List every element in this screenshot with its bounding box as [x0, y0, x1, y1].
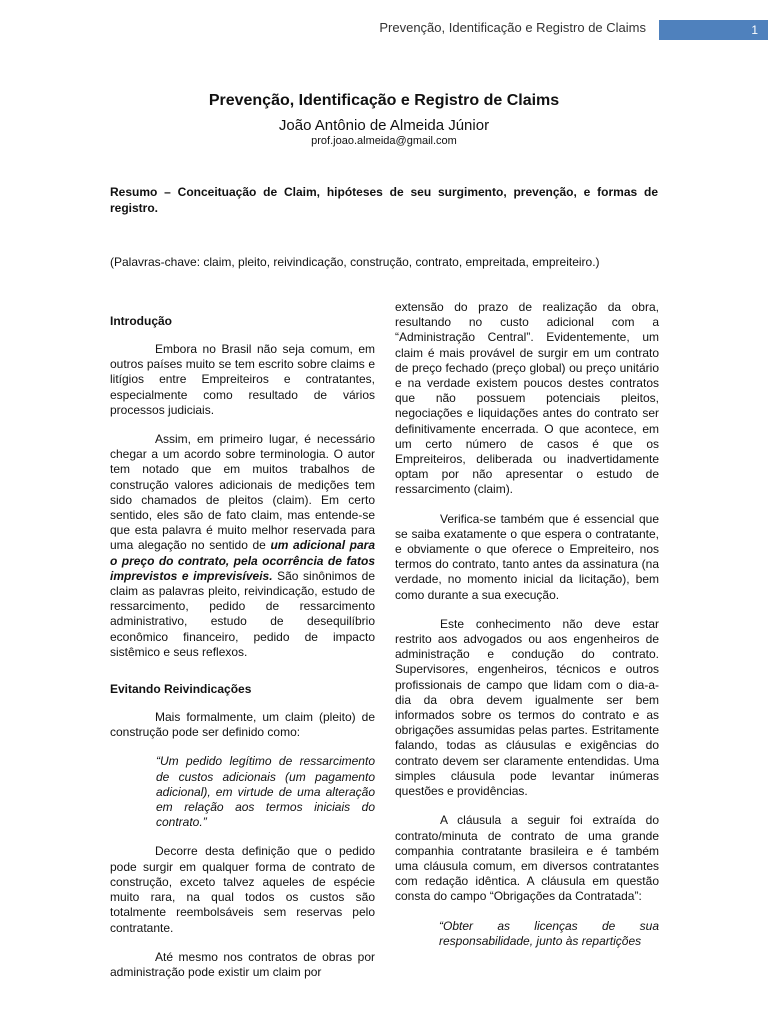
- paragraph: Embora no Brasil não seja comum, em outros países muito se tem escrito sobre claims e litígios entre Empreiteiros e contratantes, especialmente como resultado de vários processos judiciais.: [110, 342, 375, 417]
- paragraph-text: Assim, em primeiro lugar, é necessário chegar a um acordo sobre terminologia. O autor tem notado que em muitos trabalhos de construção valores adicionais de medições tem sido chamados de pleitos (claim). Em certo sentido, eles são de fato claim, mas entende-se que esta palavra é muito melhor reservada para uma alegação no sentido de: [110, 432, 375, 553]
- emphasis-text: um adicional para o preço do contrato, pela ocorrência de fatos imprevistos e imprevisíveis.: [110, 538, 375, 583]
- document-title: Prevenção, Identificação e Registro de Claims: [208, 92, 560, 109]
- author-email: prof.joao.almeida@gmail.com: [311, 135, 457, 147]
- clause-quote: “Obter as licenças de sua responsabilidade, junto às repartições: [439, 918, 659, 948]
- left-column: [110, 300, 375, 994]
- section-heading-introduction: Introdução: [110, 314, 172, 328]
- page-number-badge: 1: [659, 20, 768, 40]
- paragraph: Este conhecimento não deve estar restrito aos advogados ou aos engenheiros de administração e condução do contrato. Supervisores, engenheiros, técnicos e outros profissionais de campo que lidam com o dia-a-dia da obra devem igualmente ser bem informados sobre os termos do contrato e as obrigações assumidas pelas partes. Estritamente falando, todas as cláusulas e exigências do contrato devem ser claramente entendidas. Uma simples cláusula pode levantar inúmeras questões e providências.: [395, 616, 659, 799]
- paragraph: Decorre desta definição que o pedido pode surgir em qualquer forma de contrato de construção, exceto talvez aqueles de espécie muito rara, na qual todos os custos são totalmente reembolsáveis sem reservas pelo contratante.: [110, 844, 375, 935]
- definition-quote: “Um pedido legítimo de ressarcimento de custos adicionais (um pagamento adicional), em virtude de uma alteração em relação aos termos iniciais do contrato.”: [156, 754, 375, 830]
- keywords: (Palavras-chave: claim, pleito, reivindicação, construção, contrato, empreitada, empreiteiro.): [110, 255, 600, 269]
- paragraph: Verifica-se também que é essencial que se saiba exatamente o que espera o contratante, e obviamente o que oferece o Empreiteiro, nos termos do contrato, tanto antes da assinatura (na verdade, no momento inicial da licitação), bem como durante a sua execução.: [395, 511, 659, 602]
- paragraph: extensão do prazo de realização da obra, resultando no custo adicional com a “Administração Central”. Evidentemente, um claim é mais provável de surgir em um contrato de preço fechado (preço global) ou preço unitário e na verdade existem poucos destes contratos que não possuem potenciais pleitos, negociações e liquidações antes do contrato ser definitivamente encerrada. O que acontece, em um certo número de casos é que os Empreiteiros, deliberada ou inadvertidamente optam por não apresentar o estudo de ressarcimento (claim).: [395, 300, 659, 497]
- paragraph: Mais formalmente, um claim (pleito) de construção pode ser definido como:: [110, 710, 375, 740]
- section-heading-avoiding-claims: Evitando Reivindicações: [110, 682, 252, 697]
- paragraph: [110, 432, 375, 660]
- paragraph: A cláusula a seguir foi extraída do contrato/minuta de contrato de uma grande companhia contratante brasileira e é também uma cláusula comum, em diversos contratantes com redação idêntica. A cláusula em questão consta do campo “Obrigações da Contratada”:: [395, 813, 659, 904]
- paragraph-text: São sinônimos de claim as palavras pleito, reivindicação, estudo de ressarcimento, pedido de ressarcimento administrativo, estudo de desequilíbrio econômico financeiro, pedido de impacto sistêmico e seus reflexos.: [110, 568, 375, 659]
- right-column: [395, 300, 659, 963]
- author-name: João Antônio de Almeida Júnior: [278, 117, 490, 134]
- paragraph: Até mesmo nos contratos de obras por administração pode existir um claim por: [110, 949, 375, 979]
- abstract: Resumo – Conceituação de Claim, hipóteses de seu surgimento, prevenção, e formas de registro.: [110, 185, 658, 215]
- running-header-title: Prevenção, Identificação e Registro de Claims: [379, 20, 646, 35]
